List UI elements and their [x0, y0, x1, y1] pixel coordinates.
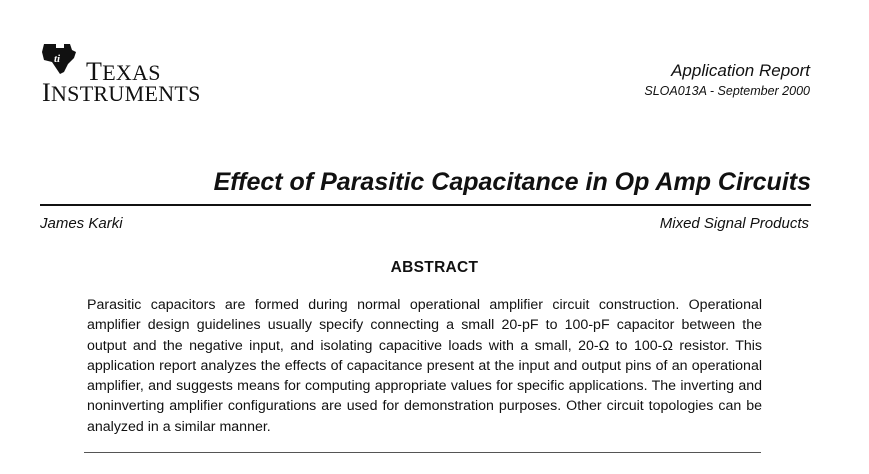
logo-rest-exas: EXAS: [102, 60, 161, 85]
division-name: Mixed Signal Products: [659, 215, 809, 232]
report-id: SLOA013A - September 2000: [644, 84, 810, 98]
logo-cap-t: T: [86, 57, 103, 86]
ti-map-icon: [40, 42, 80, 76]
author-name: James Karki: [40, 215, 123, 232]
abstract-bottom-rule: [84, 452, 761, 453]
abstract-heading: ABSTRACT: [390, 259, 479, 276]
abstract-body: Parasitic capacitors are formed during normal operational amplifier circuit construction. Operational amplifier design guidelines usually specify connecting a small 20-pF to 100-pF capacitor between the output and the negative input, and isolating capacitive loads with a small, 20-Ω to 100-Ω resistor. This application report analyzes the effects of capacitance present at the input and output pins of an operational amplifier, and suggests means for computing appropriate values for specific applications. The inverting and noninverting amplifier configurations are used for demonstration purposes. Other circuit topologies can be analyzed in a similar manner.: [87, 297, 762, 435]
title-rule: [40, 204, 811, 206]
logo-cap-i: I: [42, 78, 51, 107]
report-type: Application Report: [671, 61, 810, 80]
svg-text:ti: ti: [54, 53, 61, 65]
document-title: Effect of Parasitic Capacitance in Op Amp Circuits: [213, 168, 811, 196]
ti-logo: [40, 42, 210, 107]
logo-rest-nstruments: NSTRUMENTS: [50, 81, 201, 106]
